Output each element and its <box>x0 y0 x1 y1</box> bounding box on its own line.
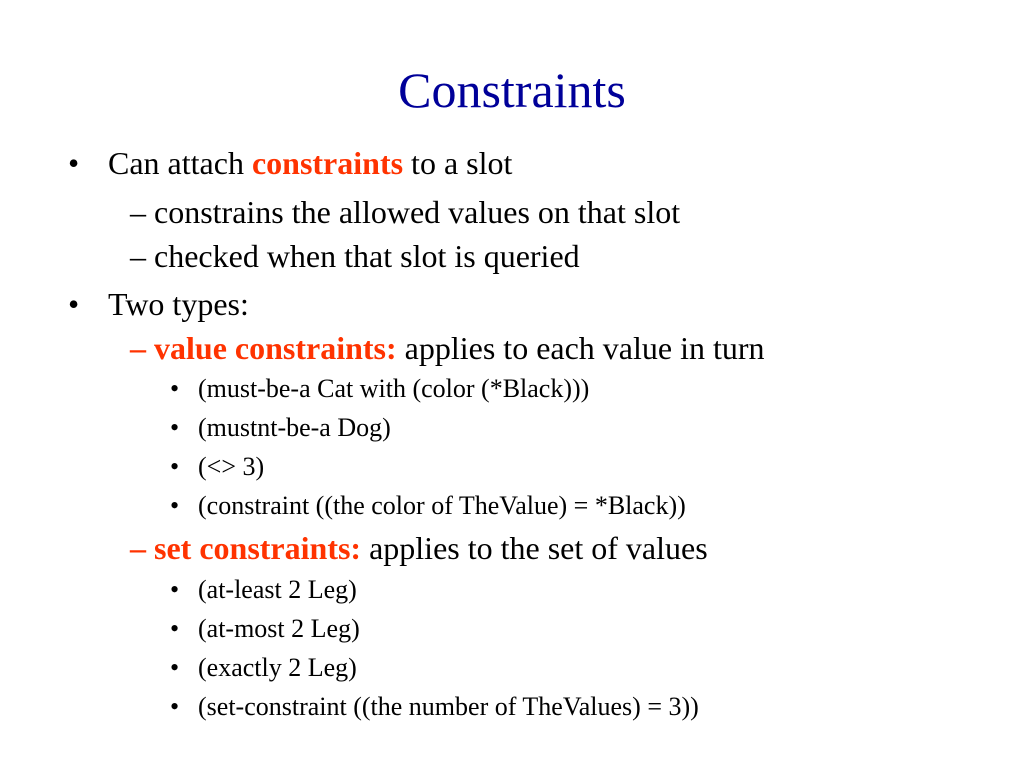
example-constraint <box>170 489 686 523</box>
bullet-two-types <box>68 284 249 324</box>
example-text: (at-least 2 Leg) <box>198 575 357 604</box>
example-text: (mustnt-be-a Dog) <box>198 413 391 442</box>
bullet-marker: • <box>170 653 180 682</box>
bullet-marker: • <box>170 413 180 442</box>
example-text: (at-most 2 Leg) <box>198 614 360 643</box>
sub-bullet-text: constrains the allowed values on that slot <box>154 194 681 230</box>
bullet-text-before: Can attach <box>108 145 252 181</box>
example-text: (exactly 2 Leg) <box>198 653 357 682</box>
dash-marker: – <box>130 330 146 366</box>
example-mustnt-be-a <box>170 411 391 445</box>
bullet-text-after: to a slot <box>403 145 513 181</box>
example-at-least <box>170 573 357 607</box>
example-not-equal <box>170 450 265 484</box>
slide-title: Constraints <box>398 62 626 118</box>
sub-bullet-text: applies to each value in turn <box>396 330 765 366</box>
sub-bullet-constrains <box>130 192 680 232</box>
bullet-text: Two types: <box>108 286 249 322</box>
dash-marker: – <box>130 530 146 566</box>
example-text: (constraint ((the color of TheValue) = *Black)) <box>198 491 686 520</box>
bullet-marker: • <box>170 575 180 604</box>
example-set-constraint <box>170 690 699 724</box>
bullet-marker: • <box>68 145 80 181</box>
example-text: (set-constraint ((the number of TheValues) = 3)) <box>198 692 699 721</box>
bullet-marker: • <box>68 286 80 322</box>
dash-marker: – <box>130 194 146 230</box>
highlight-set-constraints: set constraints: <box>154 530 362 566</box>
sub-bullet-text: applies to the set of values <box>361 530 708 566</box>
bullet-marker: • <box>170 374 180 403</box>
sub-bullet-value-constraints <box>130 328 765 368</box>
bullet-marker: • <box>170 692 180 721</box>
bullet-marker: • <box>170 491 180 520</box>
bullet-marker: • <box>170 452 180 481</box>
dash-marker: – <box>130 238 146 274</box>
example-text: (must-be-a Cat with (color (*Black))) <box>198 374 590 403</box>
highlight-constraints: constraints <box>251 145 404 181</box>
sub-bullet-checked <box>130 236 580 276</box>
highlight-value-constraints: value constraints: <box>154 330 397 366</box>
sub-bullet-set-constraints <box>130 528 708 568</box>
example-exactly <box>170 651 357 685</box>
bullet-marker: • <box>170 614 180 643</box>
sub-bullet-text: checked when that slot is queried <box>154 238 580 274</box>
example-must-be-a <box>170 372 590 406</box>
bullet-can-attach <box>68 143 513 183</box>
example-text: (<> 3) <box>198 452 265 481</box>
example-at-most <box>170 612 360 646</box>
